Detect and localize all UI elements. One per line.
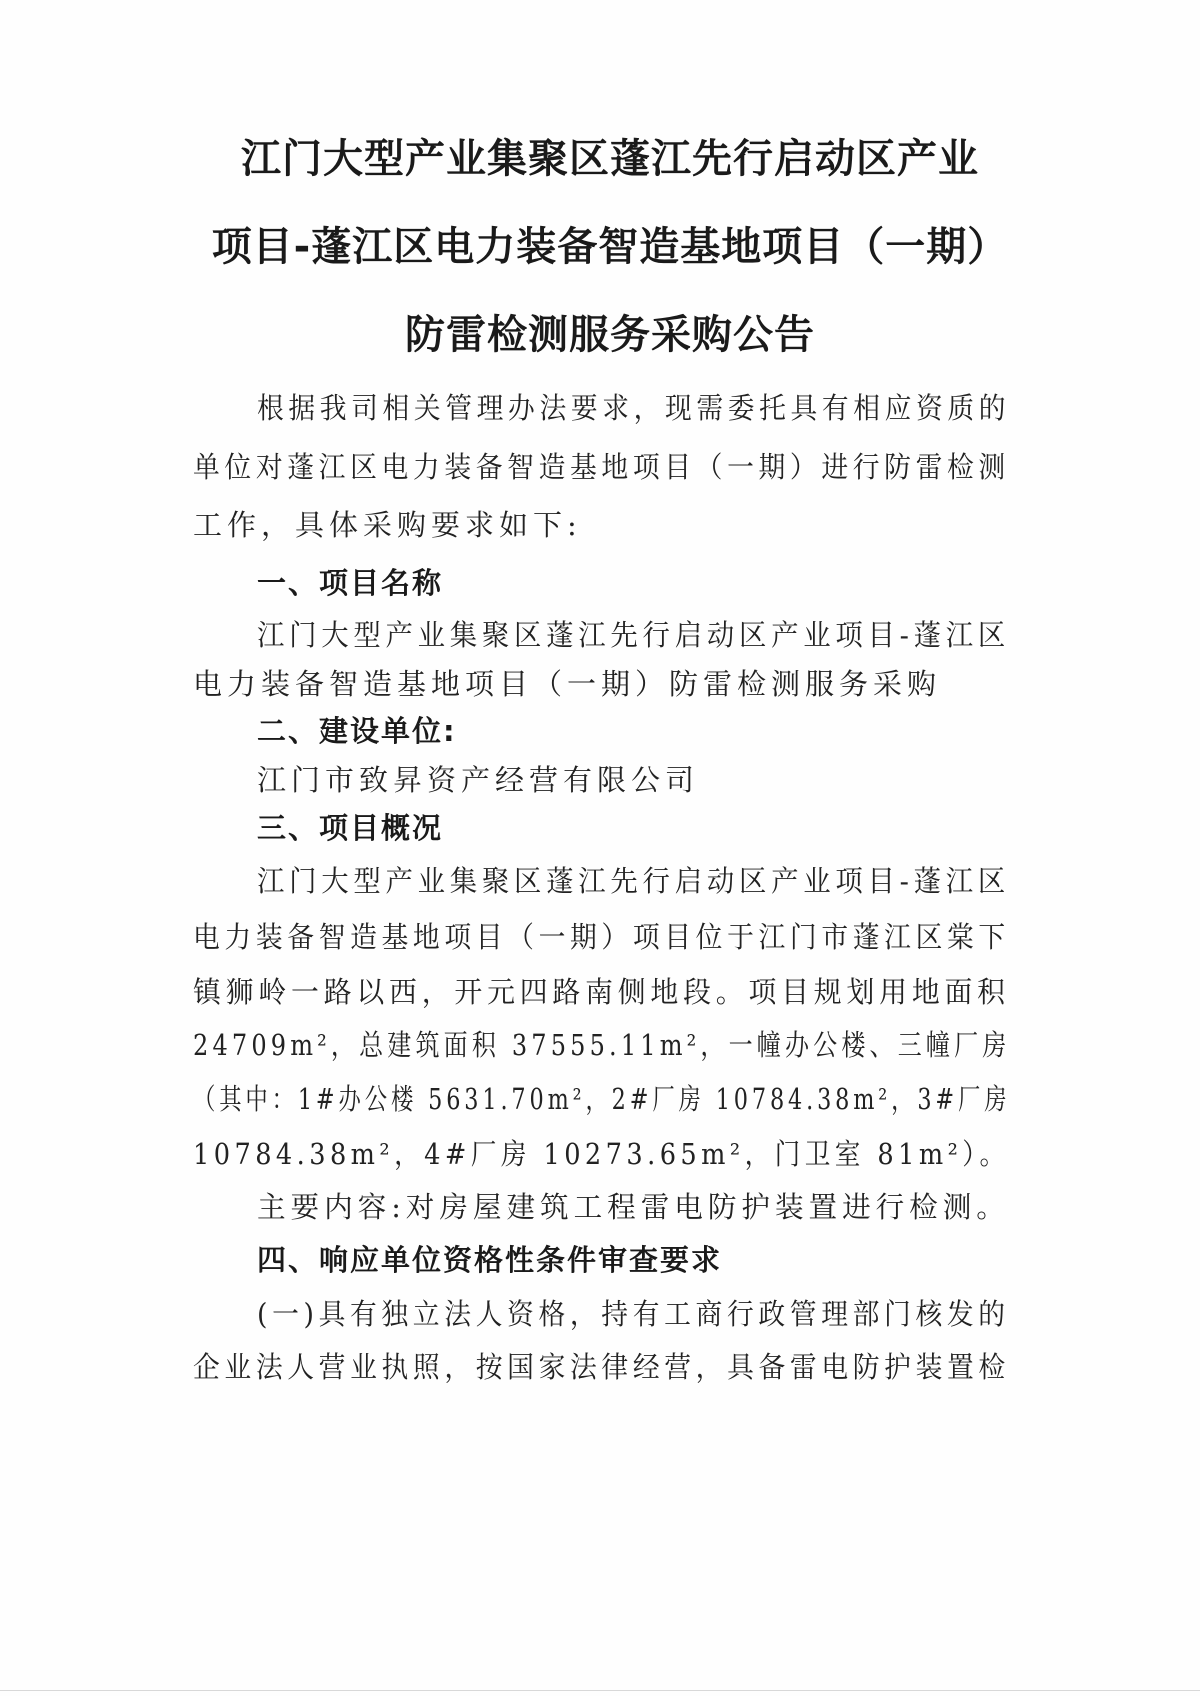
section-3-line-6: 10784.38m²，4#厂房 10273.65m²，门卫室 81m²）。: [193, 1137, 1010, 1171]
section-3-line-7: 主要内容:对房屋建筑工程雷电防护装置进行检测。: [257, 1190, 1010, 1224]
section-1-line-2: 电力装备智造基地项目（一期）防雷检测服务采购: [193, 667, 942, 701]
section-2-heading: 二、建设单位:: [257, 714, 457, 748]
page-bottom-edge: [0, 1690, 1200, 1691]
section-3-line-2: 电力装备智造基地项目（一期）项目位于江门市蓬江区棠下: [193, 920, 1010, 954]
section-3-heading: 三、项目概况: [257, 811, 444, 845]
document-title-line-2: 项目-蓬江区电力装备智造基地项目（一期）: [211, 224, 1009, 270]
intro-line-1: 根据我司相关管理办法要求，现需委托具有相应资质的: [257, 391, 1011, 425]
section-3-line-4: 24709m²，总建筑面积 37555.11m²，一幢办公楼、三幢厂房: [193, 1028, 1011, 1062]
section-2-line-1: 江门市致昇资产经营有限公司: [257, 763, 700, 797]
intro-line-2: 单位对蓬江区电力装备智造基地项目（一期）进行防雷检测: [193, 450, 1010, 484]
document-title-line-1: 江门大型产业集聚区蓬江先行启动区产业: [241, 136, 979, 182]
document-title-line-3: 防雷检测服务采购公告: [405, 312, 815, 358]
section-4-line-2: 企业法人营业执照，按国家法律经营，具备雷电防护装置检: [193, 1350, 1010, 1384]
section-4-line-1: (一)具有独立法人资格，持有工商行政管理部门核发的: [257, 1297, 1010, 1331]
section-4-heading: 四、响应单位资格性条件审查要求: [257, 1243, 723, 1277]
intro-line-3: 工作，具体采购要求如下:: [193, 508, 582, 542]
section-1-line-1: 江门大型产业集聚区蓬江先行启动区产业项目-蓬江区: [257, 618, 1010, 652]
section-3-line-5: （其中：1#办公楼 5631.70m²，2#厂房 10784.38m²，3#厂房: [193, 1082, 1011, 1116]
section-3-line-3: 镇狮岭一路以西，开元四路南侧地段。项目规划用地面积: [193, 975, 1010, 1009]
section-3-line-1: 江门大型产业集聚区蓬江先行启动区产业项目-蓬江区: [257, 864, 1010, 898]
section-1-heading: 一、项目名称: [257, 566, 444, 600]
